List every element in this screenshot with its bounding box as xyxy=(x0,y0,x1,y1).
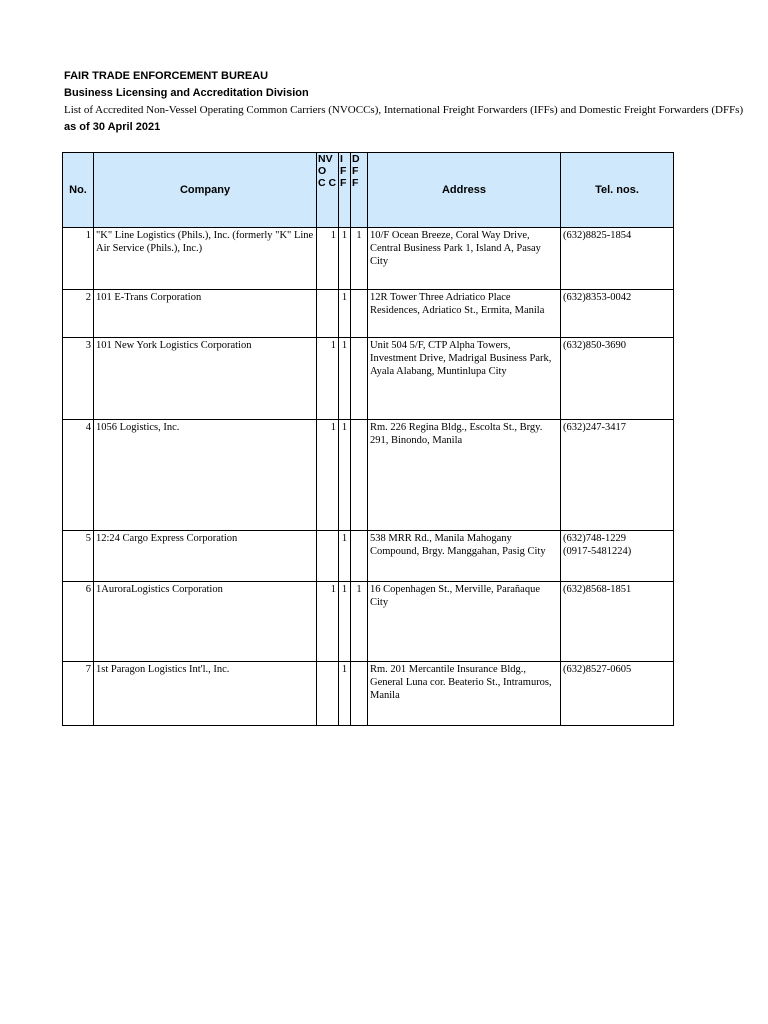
tel-number: (632)8527-0605 xyxy=(561,662,674,726)
col-header-tel: Tel. nos. xyxy=(561,153,674,228)
col-header-address: Address xyxy=(368,153,561,228)
tel-number: (632)247-3417 xyxy=(561,420,674,531)
nvocc-flag xyxy=(317,290,339,338)
table-row xyxy=(63,338,674,420)
dff-flag xyxy=(351,420,368,531)
iff-flag: 1 xyxy=(339,290,351,338)
row-number: 3 xyxy=(63,338,94,420)
table-row xyxy=(63,290,674,338)
company-name: 1AuroraLogistics Corporation xyxy=(94,582,317,662)
table-row xyxy=(63,662,674,726)
company-name: "K" Line Logistics (Phils.), Inc. (formerly "K" Line Air Service (Phils.), Inc.) xyxy=(94,228,317,290)
iff-flag: 1 xyxy=(339,338,351,420)
table-row xyxy=(63,531,674,582)
row-number: 7 xyxy=(63,662,94,726)
table-row xyxy=(63,582,674,662)
table-row xyxy=(63,228,674,290)
dff-flag: 1 xyxy=(351,228,368,290)
dff-flag xyxy=(351,290,368,338)
company-name: 12:24 Cargo Express Corporation xyxy=(94,531,317,582)
table-header-row xyxy=(63,153,674,228)
company-name: 101 New York Logistics Corporation xyxy=(94,338,317,420)
dff-flag xyxy=(351,531,368,582)
iff-flag: 1 xyxy=(339,582,351,662)
as-of-date: as of 30 April 2021 xyxy=(64,121,161,133)
tel-number: (632)8568-1851 xyxy=(561,582,674,662)
address: 16 Copenhagen St., Merville, Parañaque City xyxy=(368,582,561,662)
iff-flag: 1 xyxy=(339,228,351,290)
address: 10/F Ocean Breeze, Coral Way Drive, Central Business Park 1, Island A, Pasay City xyxy=(368,228,561,290)
nvocc-flag xyxy=(317,531,339,582)
col-header-company: Company xyxy=(94,153,317,228)
col-header-nvocc: NV O C C xyxy=(317,153,339,228)
row-number: 5 xyxy=(63,531,94,582)
nvocc-flag: 1 xyxy=(317,582,339,662)
address: Unit 504 5/F, CTP Alpha Towers, Investment Drive, Madrigal Business Park, Ayala Alabang, Muntinlupa City xyxy=(368,338,561,420)
tel-number: (632)8353-0042 xyxy=(561,290,674,338)
address: Rm. 201 Mercantile Insurance Bldg., General Luna cor. Beaterio St., Intramuros, Manila xyxy=(368,662,561,726)
dff-flag xyxy=(351,662,368,726)
table-row xyxy=(63,420,674,531)
iff-flag: 1 xyxy=(339,662,351,726)
address: 538 MRR Rd., Manila Mahogany Compound, Brgy. Manggahan, Pasig City xyxy=(368,531,561,582)
iff-flag: 1 xyxy=(339,420,351,531)
tel-number: (632)8825-1854 xyxy=(561,228,674,290)
nvocc-flag: 1 xyxy=(317,228,339,290)
division-title: Business Licensing and Accreditation Division xyxy=(64,87,309,99)
accreditation-table xyxy=(62,152,674,726)
address: Rm. 226 Regina Bldg., Escolta St., Brgy. 291, Binondo, Manila xyxy=(368,420,561,531)
nvocc-flag: 1 xyxy=(317,420,339,531)
company-name: 101 E-Trans Corporation xyxy=(94,290,317,338)
list-description: List of Accredited Non-Vessel Operating Common Carriers (NVOCCs), International Freight Forwarders (IFFs) and Domestic Freight Forwarders (DFFs) xyxy=(64,104,744,116)
address: 12R Tower Three Adriatico Place Residences, Adriatico St., Ermita, Manila xyxy=(368,290,561,338)
col-header-iff: I F F xyxy=(339,153,351,228)
company-name: 1056 Logistics, Inc. xyxy=(94,420,317,531)
tel-number: (632)748-1229 (0917-5481224) xyxy=(561,531,674,582)
row-number: 6 xyxy=(63,582,94,662)
row-number: 4 xyxy=(63,420,94,531)
iff-flag: 1 xyxy=(339,531,351,582)
row-number: 2 xyxy=(63,290,94,338)
bureau-title: FAIR TRADE ENFORCEMENT BUREAU xyxy=(64,70,269,82)
col-header-no: No. xyxy=(63,153,94,228)
company-name: 1st Paragon Logistics Int'l., Inc. xyxy=(94,662,317,726)
col-header-dff: D F F xyxy=(351,153,368,228)
nvocc-flag: 1 xyxy=(317,338,339,420)
tel-number: (632)850-3690 xyxy=(561,338,674,420)
nvocc-flag xyxy=(317,662,339,726)
report-header xyxy=(64,68,744,136)
row-number: 1 xyxy=(63,228,94,290)
dff-flag xyxy=(351,338,368,420)
dff-flag: 1 xyxy=(351,582,368,662)
